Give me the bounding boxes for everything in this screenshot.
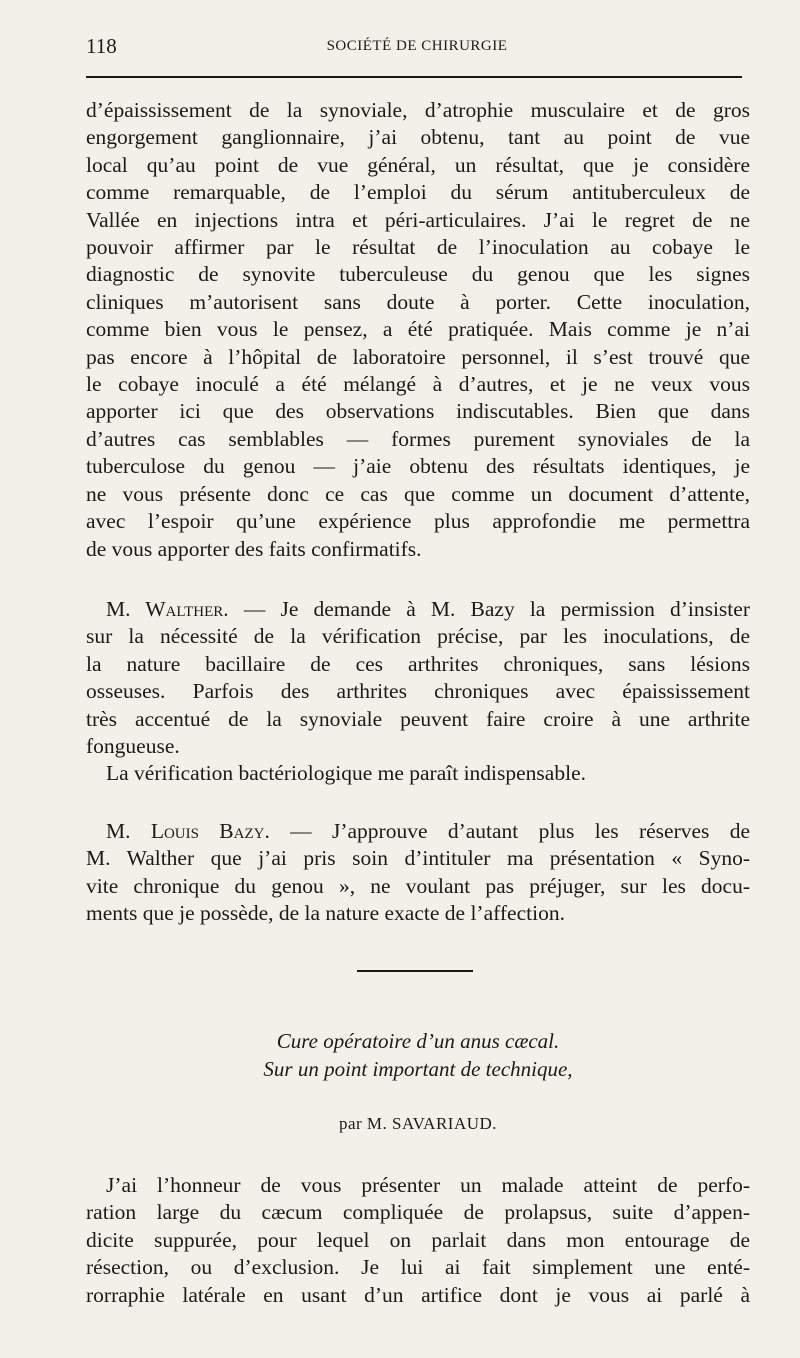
text-line bbox=[86, 818, 750, 845]
text-line: pas encore à l’hôpital de laboratoire personnel, il s’est trouvé que bbox=[86, 344, 750, 369]
text-line: ne vous présente donc ce cas que comme un document d’attente, bbox=[86, 481, 750, 506]
text-line: diagnostic de synovite tuberculeuse du genou que les signes bbox=[86, 262, 750, 287]
speaker-name: M. Walther. bbox=[106, 597, 229, 621]
text-line: ments que je possède, de la nature exacte de l’affection. bbox=[86, 901, 565, 926]
text-line: fongueuse. bbox=[86, 734, 180, 759]
page-number: 118 bbox=[86, 34, 117, 58]
text-line: vite chronique du genou », ne voulant pas préjuger, sur les docu- bbox=[86, 873, 750, 898]
text-line: avec l’espoir qu’une expérience plus approfondie me permettra bbox=[86, 509, 750, 534]
text-line: comme bien vous le pensez, a été pratiquée. Mais comme je n’ai bbox=[86, 317, 750, 342]
text-line: le cobaye inoculé a été mélangé à d’autres, et je ne veux vous bbox=[86, 372, 750, 397]
article-byline: par M. SAVARIAUD. bbox=[338, 1114, 498, 1133]
text-line: engorgement ganglionnaire, j’ai obtenu, tant au point de vue bbox=[86, 125, 750, 150]
paragraph-walther bbox=[86, 596, 750, 788]
text-line: comme remarquable, de l’emploi du sérum antituberculeux de bbox=[86, 180, 750, 205]
text-line: osseuses. Parfois des arthrites chroniques avec épaississement bbox=[86, 679, 750, 704]
paragraph-louis-bazy bbox=[86, 818, 750, 928]
text-line: la nature bacillaire de ces arthrites chroniques, sans lésions bbox=[86, 651, 750, 676]
text-line bbox=[86, 596, 750, 623]
running-title: SOCIÉTÉ DE CHIRURGIE bbox=[326, 38, 508, 54]
article-title-line-2: Sur un point important de technique, bbox=[263, 1057, 573, 1081]
text-line: très accentué de la synoviale peuvent faire croire à une arthrite bbox=[86, 706, 750, 731]
text-line: tuberculose du genou — j’aie obtenu des résultats identiques, je bbox=[86, 454, 750, 479]
text-line: d’épaississement de la synoviale, d’atrophie musculaire et de gros bbox=[86, 98, 750, 122]
article-title-line-1: Cure opératoire d’un anus cæcal. bbox=[276, 1029, 560, 1053]
text-line: apporter ici que des observations indiscutables. Bien que dans bbox=[86, 399, 750, 424]
text-line: pouvoir affirmer par le résultat de l’inoculation au cobaye le bbox=[86, 235, 750, 260]
section-separator bbox=[357, 970, 473, 972]
paragraph-1 bbox=[86, 97, 750, 563]
speech-text: — Je demande à M. Bazy la permission d’insister bbox=[228, 597, 750, 621]
text-line: Vallée en injections intra et péri-articulaires. J’ai le regret de ne bbox=[86, 207, 750, 232]
text-line: rorraphie latérale en usant d’un artifice dont je vous ai parlé à bbox=[86, 1282, 750, 1307]
text-line: ration large du cæcum compliquée de prolapsus, suite d’appen- bbox=[86, 1200, 750, 1225]
text-line: M. Walther que j’ai pris soin d’intituler ma présentation « Syno- bbox=[86, 846, 750, 871]
text-line: d’autres cas semblables — formes purement synoviales de la bbox=[86, 426, 750, 451]
page-header bbox=[86, 30, 748, 60]
text-line: cliniques m’autorisent sans doute à porter. Cette inoculation, bbox=[86, 289, 750, 314]
paragraph-savariaud bbox=[86, 1172, 750, 1309]
text-line: J’ai l’honneur de vous présenter un malade atteint de perfo- bbox=[106, 1173, 750, 1197]
text-line: résection, ou d’exclusion. Je lui ai fait simplement une enté- bbox=[86, 1255, 750, 1280]
text-line: de vous apporter des faits confirmatifs. bbox=[86, 536, 422, 561]
speaker-name: M. Louis Bazy. bbox=[106, 819, 270, 843]
header-rule bbox=[86, 76, 742, 78]
text-line: local qu’au point de vue général, un résultat, que je considère bbox=[86, 152, 750, 177]
speech-text: — J’approuve d’autant plus les réserves de bbox=[269, 819, 750, 843]
text-line: La vérification bactériologique me paraît indispensable. bbox=[106, 761, 586, 786]
text-line: dicite suppurée, pour lequel on parlait dans mon entourage de bbox=[86, 1227, 750, 1252]
text-line: sur la nécessité de la vérification précise, par les inoculations, de bbox=[86, 624, 750, 649]
